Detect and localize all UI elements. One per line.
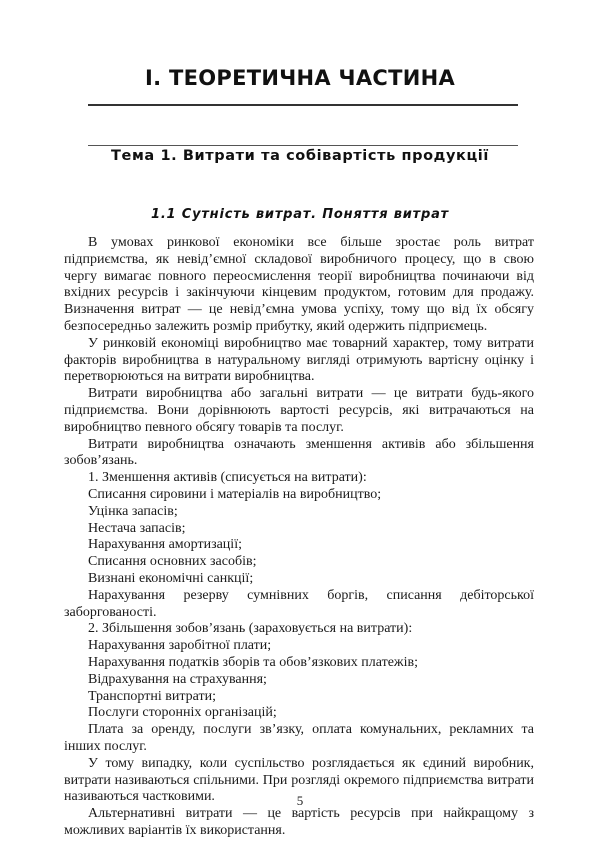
list-item: Нестача запасів;: [88, 520, 186, 536]
list-item: Уцінка запасів;: [88, 503, 178, 519]
list-item: Списання основних засобів;: [88, 554, 257, 570]
page-number: 5: [296, 793, 304, 808]
list-heading: 1. Зменшення активів (списується на витрати):: [88, 470, 367, 486]
paragraph: У ринковій економіці виробництво має товарний характер, тому витрати факторів виробництва в натуральному вигляді отримують вартісну оцінку і перетворюються на витрати виробництва.: [64, 335, 534, 385]
list-item: Визнані економічні санкції;: [88, 570, 254, 586]
topic-title: Тема 1. Витрати та собівартість продукції: [111, 148, 489, 164]
list-item: Нарахування заробітної плати;: [88, 638, 272, 654]
list-item: Послуги сторонніх організацій;: [88, 705, 277, 721]
chapter-divider: [88, 104, 518, 106]
paragraph: Витрати виробництва означають зменшення активів або збільшення зобов’язань.: [64, 436, 534, 469]
chapter-title: І. ТЕОРЕТИЧНА ЧАСТИНА: [144, 66, 456, 90]
list-item: Транспортні витрати;: [88, 688, 216, 704]
paragraph: Витрати виробництва або загальні витрати — це витрати будь-якого підприємства. Вони дорівнюють вартості ресурсів, які витрачаються на виробництво певного обсягу товарів та послуг.: [64, 386, 534, 435]
list-item: Нарахування резерву сумнівних боргів, списання дебіторської заборгованості.: [64, 587, 534, 620]
list-item: Відрахування на страхування;: [88, 671, 267, 687]
topic-divider: [88, 145, 518, 146]
section-title: 1.1 Сутність витрат. Поняття витрат: [150, 207, 450, 222]
list-heading: 2. Збільшення зобов’язань (зараховується на витрати):: [88, 621, 413, 637]
paragraph: У тому випадку, коли суспільство розглядається як єдиний виробник, витрати називаються спільними. При розгляді окремого підприємства витрати називаються частковими.: [64, 755, 534, 805]
paragraph: Плата за оренду, послуги зв’язку, оплата комунальних, рекламних та інших послуг.: [64, 722, 534, 754]
list-item: Списання сировини і матеріалів на виробництво;: [88, 486, 382, 502]
paragraph: Альтернативні витрати — це вартість ресурсів при найкращому з можливих варіантів їх використання.: [64, 806, 534, 838]
body-text: [64, 235, 534, 840]
list-item: Нарахування амортизації;: [88, 537, 242, 553]
paragraph: В умовах ринкової економіки все більше зростає роль витрат підприємства, як невід’ємної складової виробничого процесу, що в свою чергу вимагає повного переосмислення теорії виробництва починаючи від вхідних ресурсів і закінчуючи кінцевим продуктом, готовим для продажу. Визначення витрат — це невід’ємна умова успіху, тому що від їх обсягу безпосередньо залежить розмір прибутку, який одержить підприємець.: [64, 235, 534, 334]
list-item: Нарахування податків зборів та обов’язкових платежів;: [88, 654, 418, 670]
